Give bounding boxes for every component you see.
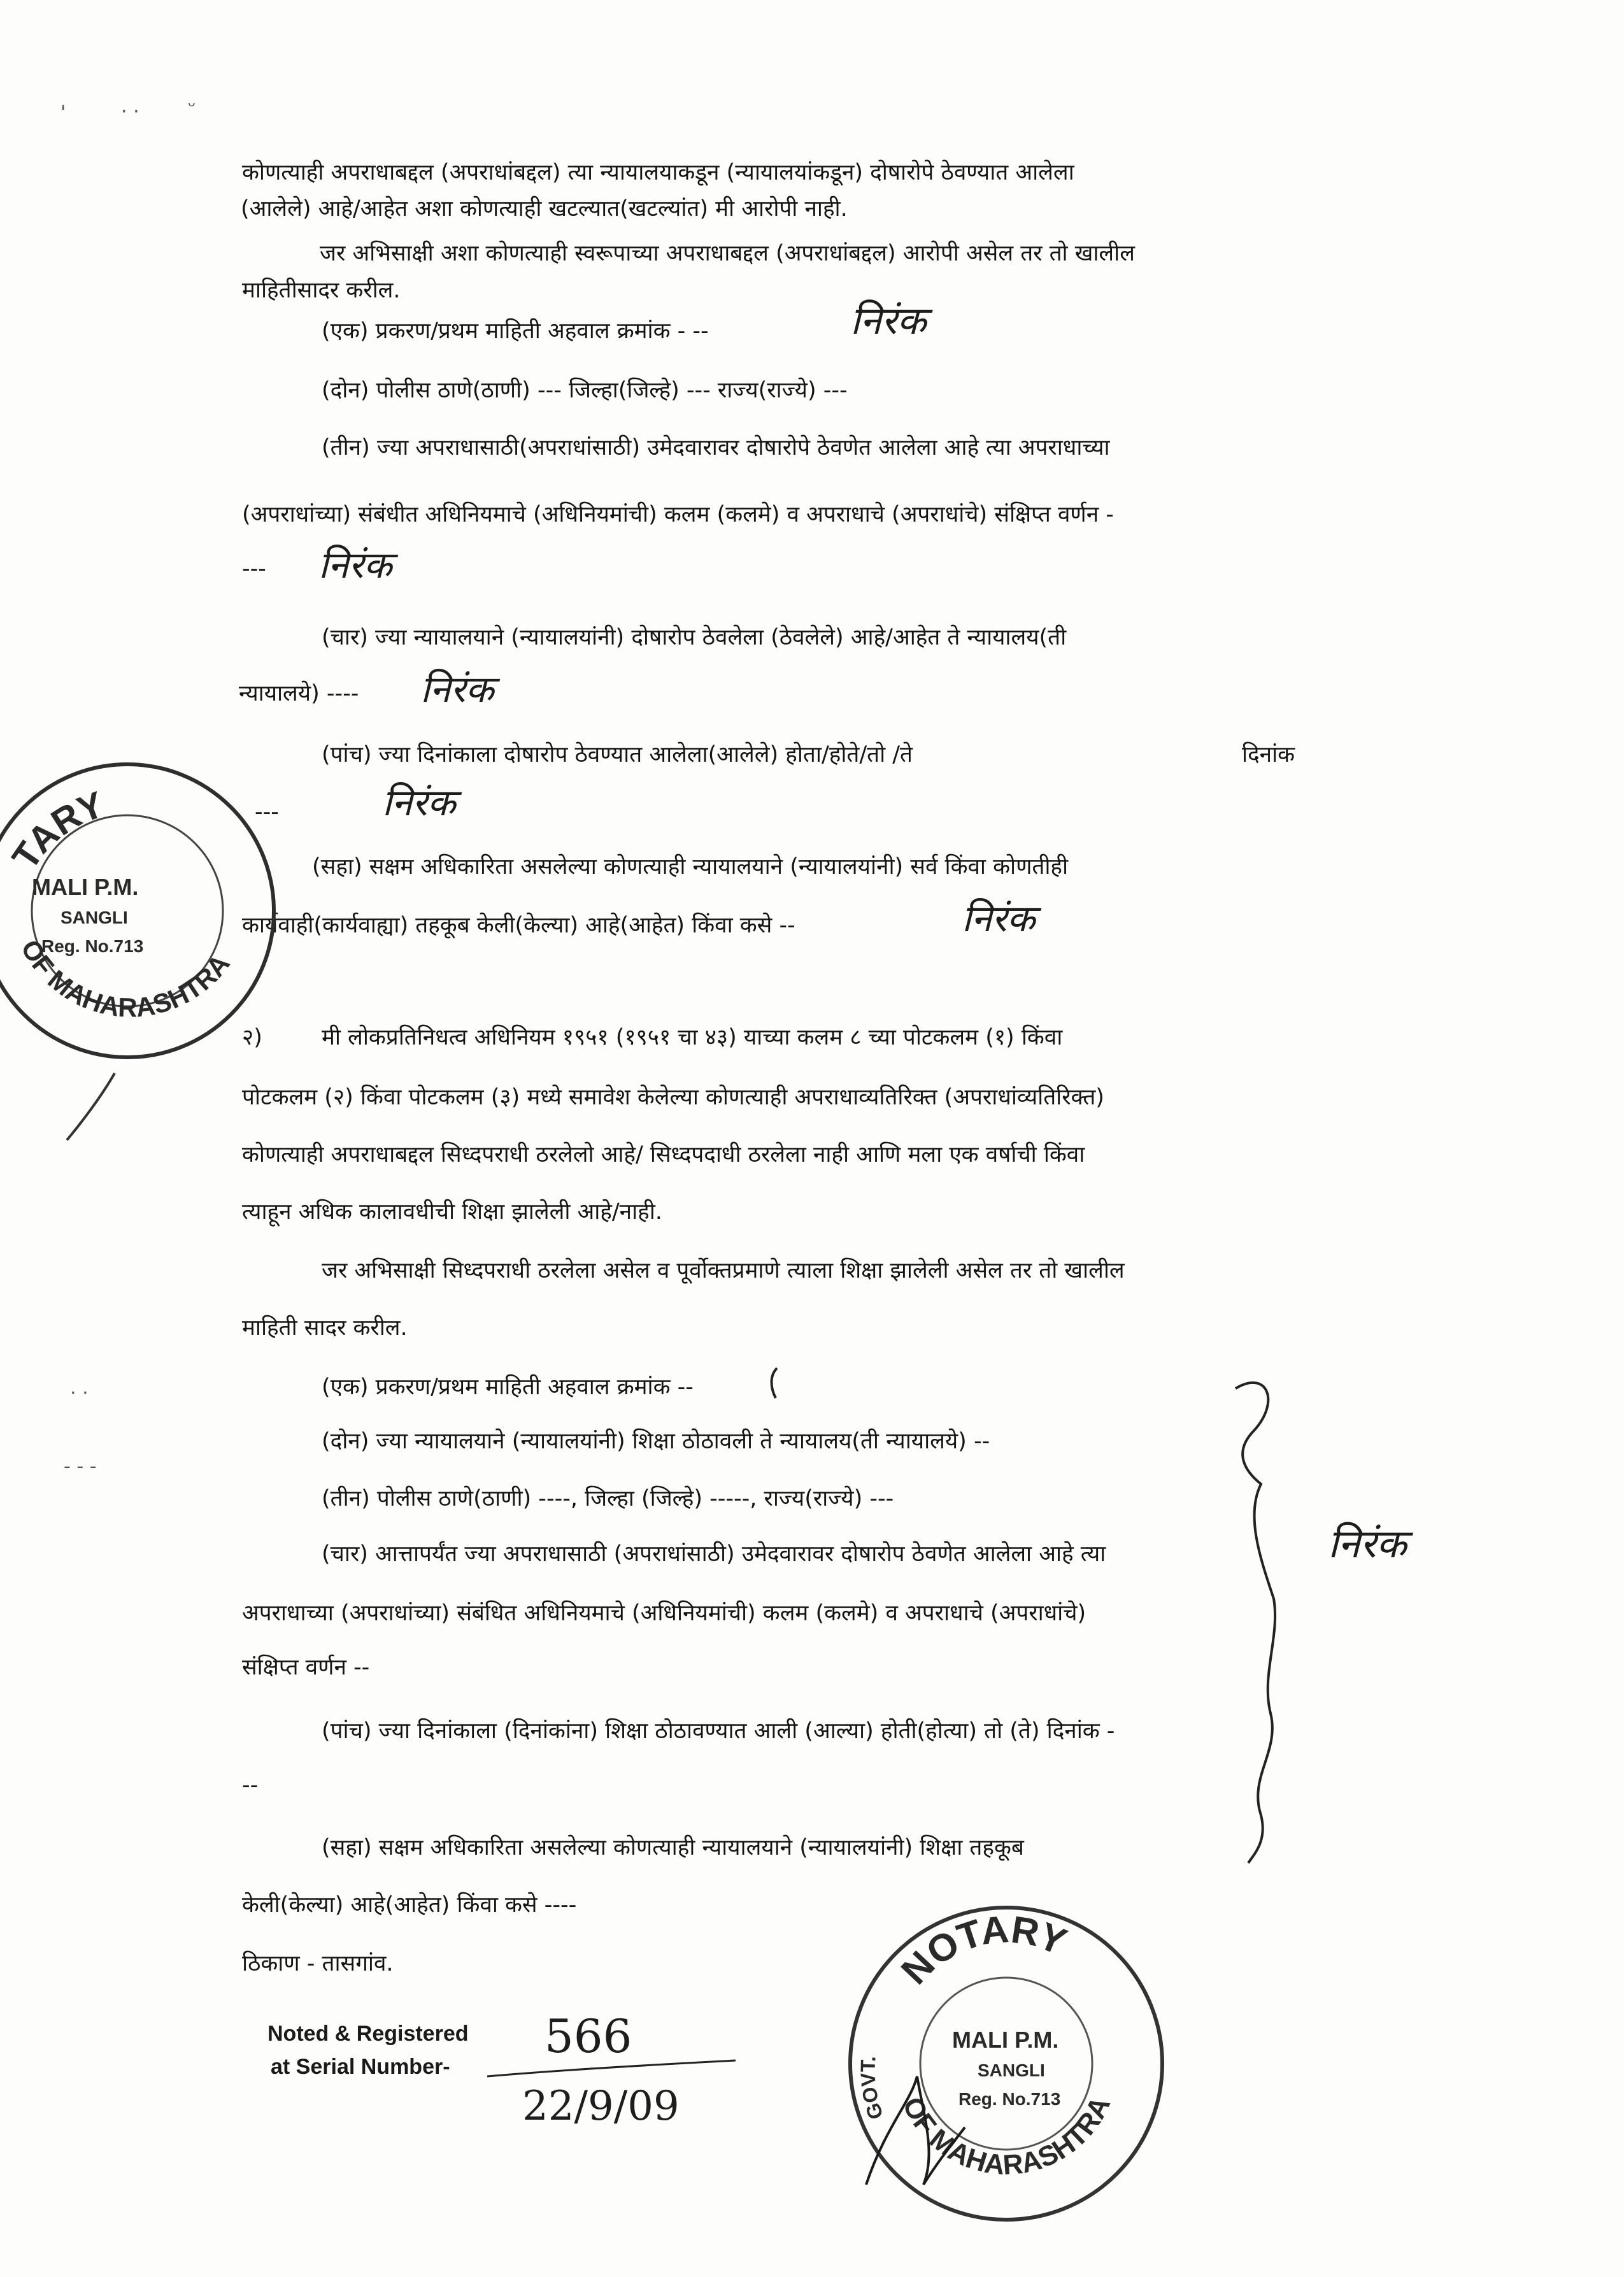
svg-text:NOTARY — [893, 1908, 1072, 1992]
text-line: माहितीसादर करील. — [242, 278, 401, 303]
notary-stamp-right — [828, 1885, 1185, 2242]
handwritten-serial-number: 566 — [545, 2009, 632, 2063]
text-line: केली(केल्या) आहे(आहेत) किंवा कसे ---- — [242, 1892, 577, 1918]
list-item: (एक) प्रकरण/प्रथम माहिती अहवाल क्रमांक -- — [322, 1374, 694, 1400]
svg-text:TARY — [4, 783, 110, 876]
text-line: जर अभिसाक्षी सिध्दपराधी ठरलेला असेल व पूर्वोक्तप्रमाणे त्याला शिक्षा झालेली असेल तर तो खालील — [322, 1258, 1125, 1283]
handwritten-nil: निरंक — [318, 543, 392, 587]
text-line: न्यायालये) ---- — [239, 681, 359, 706]
list-item: (चार) आत्तापर्यंत ज्या अपराधासाठी (अपराधांसाठी) उमेदवारावर दोषारोप ठेवणेत आलेला आहे त्या — [322, 1541, 1106, 1567]
text-line: पोटकलम (२) किंवा पोटकलम (३) मध्ये समावेश केलेल्या कोणत्याही अपराधाव्यतिरिक्त (अपराधांव्यतिरिक्त) — [242, 1085, 1104, 1110]
scan-speck: ᵕ — [188, 96, 196, 118]
section-number: २) — [242, 1025, 262, 1050]
date-label: दिनांक — [1242, 742, 1295, 767]
handwritten-nil: निरंक — [420, 667, 494, 711]
place-line: ठिकाण - तासगांव. — [242, 1951, 394, 1976]
text-line: जर अभिसाक्षी अशा कोणत्याही स्वरूपाच्या अपराधाबद्दल (अपराधांबद्दल) आरोपी असेल तर तो खालील — [320, 241, 1135, 266]
text-line: माहिती सादर करील. — [242, 1315, 408, 1341]
text-line: --- — [242, 556, 266, 582]
list-item: (सहा) सक्षम अधिकारिता असलेल्या कोणत्याही न्यायालयाने (न्यायालयांनी) सर्व किंवा कोणतीही — [312, 854, 1069, 880]
text-line: कोणत्याही अपराधाबद्दल सिध्दपराधी ठरलेलो आहे/ सिध्दपदाधी ठरलेला नाही आणि मला एक वर्षाची किंवा — [242, 1142, 1085, 1167]
stamp-reg: Reg. No.713 — [958, 2089, 1061, 2109]
list-item: (पांच) ज्या दिनांकाला (दिनांकांना) शिक्षा ठोठावण्यात आली (आल्या) होती(होत्या) तो (ते) दिनांक - — [322, 1718, 1115, 1744]
stamp-top-text: TARY — [4, 783, 110, 877]
stamp-reg: Reg. No.713 — [41, 936, 144, 956]
scan-speck: · · — [70, 1382, 89, 1404]
list-item: (तीन) पोलीस ठाणे(ठाणी) ----, जिल्हा (जिल्हे) -----, राज्य(राज्ये) --- — [322, 1486, 894, 1511]
text-line: संक्षिप्त वर्णन -- — [242, 1655, 370, 1680]
notary-stamp-left — [0, 732, 306, 1089]
text-line: मी लोकप्रतिनिधत्व अधिनियम १९५१ (१९५१ चा ४३) याच्या कलम ८ च्या पोटकलम (१) किंवा — [322, 1025, 1063, 1050]
handwritten-nil: निरंक — [850, 299, 927, 343]
text-line: --- — [255, 799, 279, 825]
list-item: (चार) ज्या न्यायालयाने (न्यायालयांनी) दोषारोप ठेवलेला (ठेवलेले) आहे/आहेत ते न्यायालय(ती — [322, 625, 1067, 650]
handwritten-nil: निरंक — [382, 781, 456, 824]
scan-speck: · · — [121, 101, 139, 123]
list-item: (दोन) पोलीस ठाणे(ठाणी) --- जिल्हा(जिल्हे) --- राज्य(राज्ये) --- — [322, 378, 848, 403]
handwritten-underline — [484, 2057, 739, 2083]
stamp-bottom-text: OF MAHARASHTRA — [896, 2092, 1117, 2181]
stamp-top-text: NOTARY — [893, 1907, 1072, 1993]
scan-speck: ‐ - - — [64, 1455, 97, 1478]
stamp-left-text: GOVT. — [856, 2055, 888, 2123]
text-line: कोणत्याही अपराधाबद्दल (अपराधांबद्दल) त्या न्यायालयाकडून (न्यायालयांकडून) दोषारोपे ठेवण्यात आलेला — [242, 160, 1074, 185]
stamp-place: SANGLI — [978, 2060, 1045, 2080]
registration-note-line: Noted & Registered — [267, 2022, 469, 2046]
stamp-bottom-text: OF MAHARASHTRA — [15, 934, 236, 1023]
text-line: -- — [242, 1773, 259, 1798]
handwritten-nil: निरंक — [1328, 1520, 1407, 1567]
stamp-name: MALI P.M. — [32, 874, 139, 900]
text-line: त्याहून अधिक कालावधीची शिक्षा झालेली आहे/नाही. — [242, 1199, 662, 1225]
handwritten-nil: निरंक — [962, 897, 1036, 940]
list-item: (सहा) सक्षम अधिकारिता असलेल्या कोणत्याही न्यायालयाने (न्यायालयांनी) शिक्षा तहकूब — [322, 1835, 1024, 1860]
list-item: (तीन) ज्या अपराधासाठी(अपराधांसाठी) उमेदवारावर दोषारोपे ठेवणेत आलेला आहे त्या अपराधाच्या — [322, 435, 1110, 460]
registration-note-line: at Serial Number- — [271, 2055, 450, 2079]
svg-text:GOVT. — [856, 2055, 887, 2122]
text-line: (आलेले) आहे/आहेत अशा कोणत्याही खटल्यात(खटल्यांत) मी आरोपी नाही. — [241, 196, 848, 222]
list-item: (एक) प्रकरण/प्रथम माहिती अहवाल क्रमांक - -- — [322, 318, 709, 344]
text-line: (अपराधांच्या) संबंधीत अधिनियमाचे (अधिनियमांची) कलम (कलमे) व अपराधाचे (अपराधांचे) संक्षिप्त वर्णन - — [242, 502, 1114, 527]
list-item: (दोन) ज्या न्यायालयाने (न्यायालयांनी) शिक्षा ठोठावली ते न्यायालय(ती न्यायालये) -- — [322, 1429, 990, 1454]
scan-speck: ' — [61, 102, 66, 124]
stamp-name: MALI P.M. — [952, 2027, 1059, 2053]
stamp-place: SANGLI — [61, 908, 128, 927]
handwritten-mark — [57, 1070, 134, 1146]
handwritten-brace — [1210, 1369, 1312, 1866]
list-item: (पांच) ज्या दिनांकाला दोषारोप ठेवण्यात आलेला(आलेले) होता/होते/तो /ते — [322, 742, 913, 767]
handwritten-date: 22/9/09 — [522, 2083, 680, 2130]
text-line: अपराधाच्या (अपराधांच्या) संबंधित अधिनियमाचे (अधिनियमांची) कलम (कलमे) व अपराधाचे (अपराधांचे) — [242, 1601, 1086, 1626]
text-line: कार्यवाही(कार्यवाह्या) तहकूब केली(केल्या) आहे(आहेत) किंवा कसे -- — [242, 913, 795, 938]
handwritten-mark — [758, 1363, 796, 1408]
